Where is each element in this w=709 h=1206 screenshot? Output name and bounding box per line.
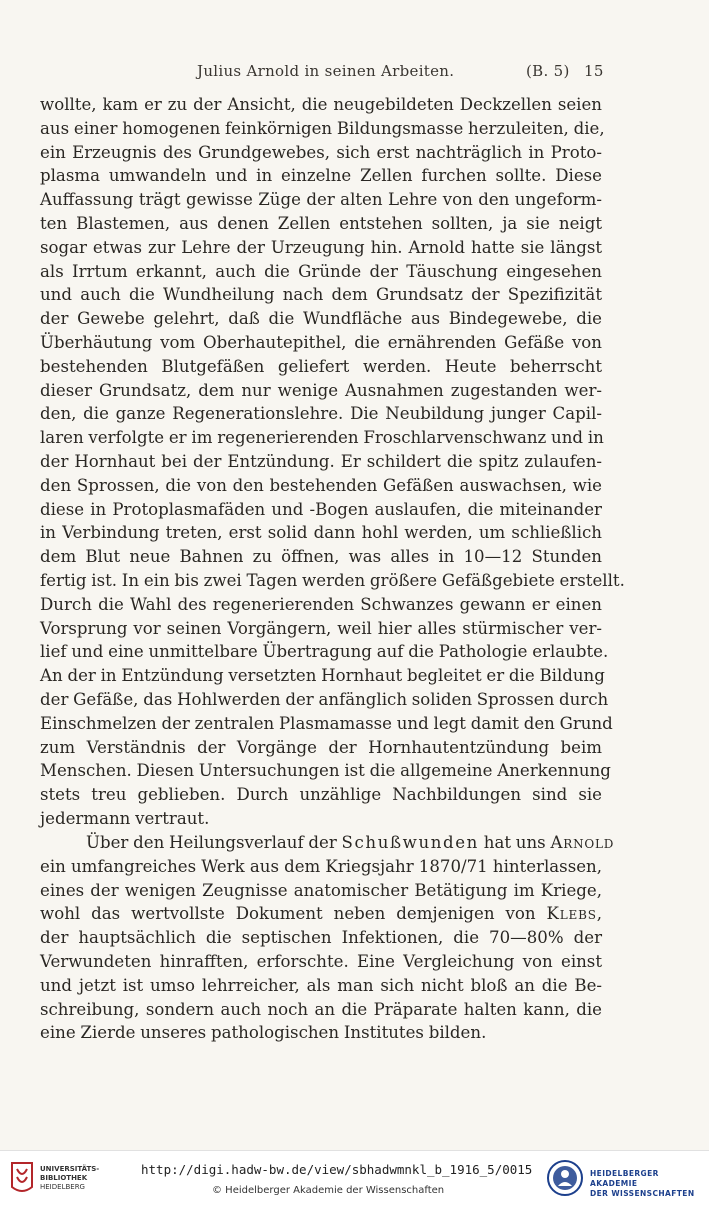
text-line: ten Blastemen, aus denen Zellen entstehen sollten, ja sie neigt	[40, 213, 602, 233]
academy-seal-icon	[546, 1159, 584, 1197]
text-line: An der in Entzündung versetzten Hornhaut begleitet er die Bildung	[40, 666, 605, 686]
section-marker: (B. 5)	[526, 62, 570, 80]
text-line: der hauptsächlich die septischen Infektionen, die 70—80% der	[40, 928, 602, 948]
text-line: diese in Protoplasmafäden und -Bogen auslaufen, die miteinander	[40, 499, 602, 519]
text-line: der Gewebe gelehrt, daß die Wundfläche aus Bindegewebe, die	[40, 309, 602, 329]
author-name-arnold: Arnold	[550, 833, 615, 852]
academy-name: HEIDELBERGER AKADEMIE DER WISSENSCHAFTEN	[590, 1169, 695, 1198]
text-line: der Hornhaut bei der Entzündung. Er schildert die spitz zulaufen-	[40, 451, 602, 471]
page-number: 15	[584, 62, 604, 80]
text-line: Einschmelzen der zentralen Plasmamasse und legt damit den Grund	[40, 713, 613, 733]
text-line: fertig ist. In ein bis zwei Tagen werden größere Gefäßgebiete erstellt.	[40, 570, 625, 590]
text-line: dieser Grundsatz, dem nur wenige Ausnahmen zugestanden wer-	[40, 380, 602, 400]
text-line: eines der wenigen Zeugnisse anatomischer Betätigung im Kriege,	[40, 880, 602, 900]
digitization-footer	[0, 1150, 709, 1206]
paragraph-1	[40, 93, 625, 831]
text-line: stets treu geblieben. Durch unzählige Nachbildungen sind sie	[40, 785, 602, 805]
text-line: jedermann vertraut.	[40, 808, 210, 828]
text-line: ein umfangreiches Werk aus dem Kriegsjahr 1870/71 hinterlassen,	[40, 856, 602, 876]
text-line: Auffassung trägt gewisse Züge der alten Lehre von den ungeform-	[40, 190, 602, 210]
text-line: als Irrtum erkannt, auch die Gründe der Täuschung eingesehen	[40, 261, 602, 281]
text-line: dem Blut neue Bahnen zu öffnen, was alles in 10—12 Stunden	[40, 547, 602, 567]
text-line: wollte, kam er zu der Ansicht, die neugebildeten Deckzellen seien	[40, 95, 602, 114]
text-line: plasma umwandeln und in einzelne Zellen furchen sollte. Diese	[40, 166, 602, 186]
spaced-term: Schußwunden	[341, 833, 479, 852]
text-line: der Gefäße, das Hohlwerden der anfänglich soliden Sprossen durch	[40, 689, 609, 709]
text-line: bestehenden Blutgefäßen geliefert werden. Heute beherrscht	[40, 356, 602, 376]
text-line: eine Zierde unseres pathologischen Institutes bilden.	[40, 1023, 487, 1043]
university-library-name: UNIVERSITÄTS- BIBLIOTHEK HEIDELBERG	[40, 1165, 100, 1191]
text-line: Überhäutung vom Oberhautepithel, die ernährenden Gefäße von	[40, 332, 602, 352]
university-library-logo-icon	[8, 1161, 36, 1197]
permalink[interactable]: http://digi.hadw-bw.de/view/sbhadwmnkl_b_1916_5/0015	[141, 1162, 533, 1177]
text-line: in Verbindung treten, erst solid dann hohl werden, um schließlich	[40, 523, 602, 543]
text-line: sogar etwas zur Lehre der Urzeugung hin. Arnold hatte sie längst	[40, 237, 602, 257]
text-line: wohl das wertvollste Dokument neben demjenigen von Klebs,	[40, 904, 602, 924]
text-line: ein Erzeugnis des Grundgewebes, sich erst nachträglich in Proto-	[40, 142, 602, 162]
text-line: Verwundeten hinrafften, erforschte. Eine Vergleichung von einst	[40, 951, 602, 971]
text-line: Menschen. Diesen Untersuchungen ist die allgemeine Anerkennung	[40, 761, 611, 781]
text-line: schreibung, sondern auch noch an die Präparate halten kann, die	[40, 999, 602, 1019]
text-line: aus einer homogenen feinkörnigen Bildungsmasse herzuleiten, die,	[40, 118, 605, 138]
text-line: lief und eine unmittelbare Übertragung auf die Pathologie erlaubte.	[40, 642, 609, 662]
text-line: den, die ganze Regenerationslehre. Die Neubildung junger Capil-	[40, 404, 602, 424]
text-line: und auch die Wundheilung nach dem Grundsatz der Spezifizität	[40, 285, 602, 305]
copyright-notice: © Heidelberger Akademie der Wissenschaften	[212, 1185, 445, 1196]
paragraph-2	[40, 831, 615, 1045]
text-line: Vorsprung vor seinen Vorgängern, weil hier alles stürmischer ver-	[40, 618, 602, 638]
running-title: Julius Arnold in seinen Arbeiten.	[197, 62, 455, 80]
text-line: laren verfolgte er im regenerierenden Froschlarvenschwanz und in	[40, 428, 604, 448]
author-name-klebs: Klebs	[546, 904, 597, 924]
text-line: Durch die Wahl des regenerierenden Schwanzes gewann er einen	[40, 594, 602, 614]
text-line: Über den Heilungsverlauf der Schußwunden hat uns Arnold	[86, 833, 615, 852]
text-line: und jetzt ist umso lehrreicher, als man sich nicht bloß an die Be-	[40, 975, 602, 995]
text-line: den Sprossen, die von den bestehenden Gefäßen auswachsen, wie	[40, 475, 602, 495]
text-line: zum Verständnis der Vorgänge der Hornhautentzündung beim	[40, 737, 602, 757]
